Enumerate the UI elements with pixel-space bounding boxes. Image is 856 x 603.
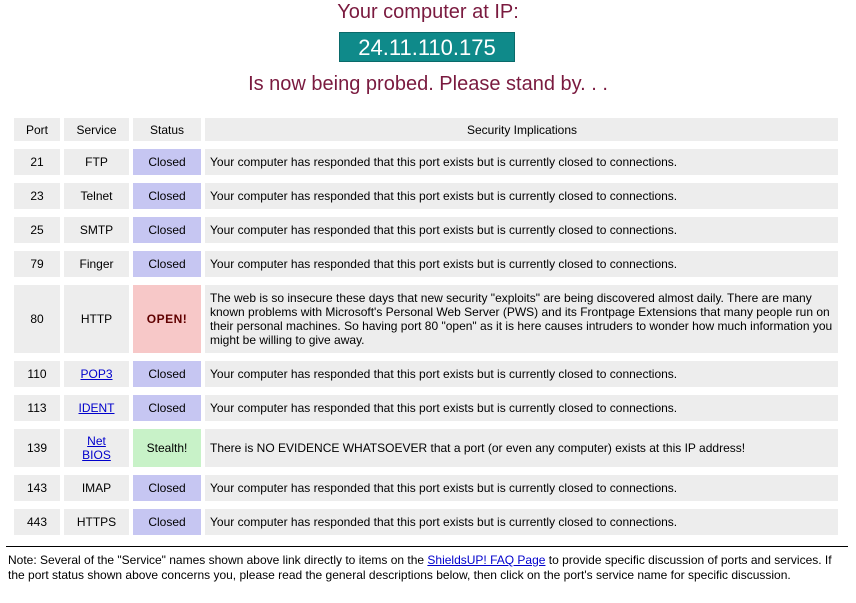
header-status: Status: [133, 118, 201, 141]
security-implication: Your computer has responded that this port exists but is currently closed to connections.: [205, 509, 838, 535]
status-badge: Closed: [133, 475, 201, 501]
service-name: SMTP: [79, 223, 114, 237]
status-badge: Closed: [133, 361, 201, 387]
port-number: 80: [14, 285, 60, 353]
table-row: [14, 251, 838, 277]
table-row: [14, 429, 838, 467]
note-text-after: to provide specific discussion of ports and services. If the port status shown above concerns you, please read the general descriptions below, then click on the port's service name for specific discussion.: [8, 553, 832, 582]
service-name: HTTP: [80, 312, 113, 326]
table-row: [14, 217, 838, 243]
status-badge: Closed: [133, 217, 201, 243]
table-row: [14, 149, 838, 175]
header-implications: Security Implications: [205, 118, 838, 141]
table-row: [14, 509, 838, 535]
service-cell: [64, 475, 129, 501]
port-scan-table: [10, 110, 842, 543]
security-implication: Your computer has responded that this port exists but is currently closed to connections.: [205, 395, 838, 421]
divider: [6, 546, 848, 547]
header-port: Port: [14, 118, 60, 141]
service-cell: [64, 183, 129, 209]
security-implication: Your computer has responded that this port exists but is currently closed to connections.: [205, 475, 838, 501]
service-name: Telnet: [80, 189, 113, 203]
port-number: 23: [14, 183, 60, 209]
port-number: 143: [14, 475, 60, 501]
ip-intro-text: Your computer at IP:: [337, 1, 519, 23]
service-cell: [64, 217, 129, 243]
status-badge: Closed: [133, 509, 201, 535]
port-number: 113: [14, 395, 60, 421]
table-header-row: [14, 118, 838, 141]
note-text-before: Note: Several of the "Service" names shown above link directly to items on the: [8, 553, 428, 567]
table-row: [14, 395, 838, 421]
status-badge: Closed: [133, 149, 201, 175]
security-implication: Your computer has responded that this port exists but is currently closed to connections.: [205, 251, 838, 277]
port-number: 21: [14, 149, 60, 175]
table-row: [14, 361, 838, 387]
port-number: 110: [14, 361, 60, 387]
ip-address-badge: 24.11.110.175: [339, 32, 515, 62]
service-cell: [64, 149, 129, 175]
service-cell: [64, 285, 129, 353]
service-cell: [64, 361, 129, 387]
security-implication: There is NO EVIDENCE WHATSOEVER that a port (or even any computer) exists at this IP address!: [205, 429, 838, 467]
footer-note: [8, 553, 844, 583]
status-badge: Closed: [133, 251, 201, 277]
service-name: HTTPS: [76, 515, 117, 529]
port-number: 443: [14, 509, 60, 535]
port-number: 25: [14, 217, 60, 243]
service-name: Net: [87, 434, 106, 448]
status-badge: Closed: [133, 183, 201, 209]
service-link[interactable]: [80, 367, 112, 381]
security-implication: Your computer has responded that this port exists but is currently closed to connections.: [205, 183, 838, 209]
status-badge: Stealth!: [133, 429, 201, 467]
security-implication: The web is so insecure these days that new security "exploits" are being discovered almost daily. There are many known problems with Microsoft's Personal Web Server (PWS) and its Frontpage Extensions that many people run on their personal machines. So having port 80 "open" as it is here causes intruders to wonder how much information you might be willing to give away.: [205, 285, 838, 353]
security-implication: Your computer has responded that this port exists but is currently closed to connections.: [205, 361, 838, 387]
port-number: 139: [14, 429, 60, 467]
header-service: Service: [64, 118, 129, 141]
service-name: FTP: [85, 155, 108, 169]
table-row: [14, 285, 838, 353]
faq-page-link[interactable]: ShieldsUP! FAQ Page: [427, 553, 546, 567]
security-implication: Your computer has responded that this port exists but is currently closed to connections.: [205, 149, 838, 175]
service-name-line2: BIOS: [82, 448, 111, 462]
port-number: 79: [14, 251, 60, 277]
service-name: POP3: [80, 367, 113, 381]
status-badge: OPEN!: [133, 285, 201, 353]
service-cell: [64, 509, 129, 535]
service-link[interactable]: [79, 401, 115, 415]
service-cell: [64, 395, 129, 421]
security-implication: Your computer has responded that this port exists but is currently closed to connections.: [205, 217, 838, 243]
service-cell: [64, 429, 129, 467]
service-name: IDENT: [78, 401, 115, 415]
status-badge: Closed: [133, 395, 201, 421]
probe-status-text: Is now being probed. Please stand by. . .: [248, 73, 608, 95]
table-row: [14, 475, 838, 501]
service-cell: [64, 251, 129, 277]
service-link[interactable]: [82, 434, 111, 462]
table-row: [14, 183, 838, 209]
service-name: Finger: [79, 257, 114, 271]
service-name: IMAP: [81, 481, 112, 495]
